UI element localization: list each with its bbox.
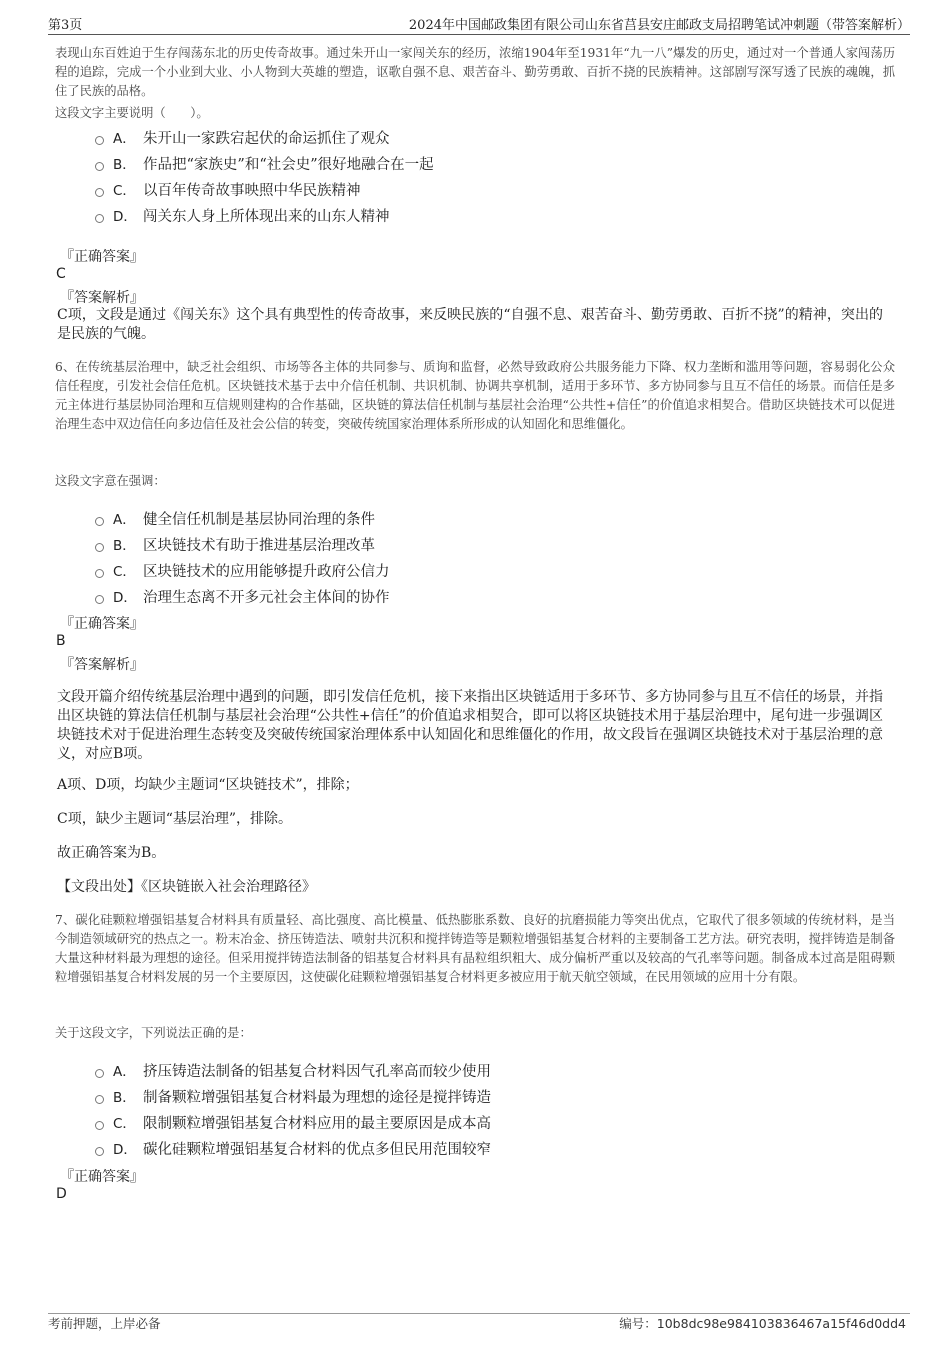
q6-stem: 这段文字意在强调： (55, 474, 166, 488)
q5-answer-label: 『正确答案』 (60, 249, 144, 265)
footer-id-label: 编号： (619, 1316, 657, 1331)
page-number: 第3页 (48, 18, 83, 33)
radio-icon[interactable] (95, 136, 104, 145)
radio-icon[interactable] (95, 1069, 104, 1078)
radio-icon[interactable] (95, 1147, 104, 1156)
radio-icon[interactable] (95, 188, 104, 197)
q7-answer-label: 『正确答案』 (60, 1169, 144, 1185)
q7-option-c[interactable]: C． 限制颗粒增强铝基复合材料应用的最主要原因是成本高 (95, 1109, 491, 1135)
footer-slogan: 考前押题，上岸必备 (48, 1316, 161, 1331)
q5-analysis: C项，文段是通过《闯关东》这个具有典型性的传奇故事，来反映民族的“自强不息、艰苦奋斗、勤劳勇敢、百折不挠”的精神，突出的是民族的气魄。 (57, 307, 883, 342)
q6-analysis-main: 文段开篇介绍传统基层治理中遇到的问题，即引发信任危机，接下来指出区块链适用于多环节、多方协同参与且互不信任的场景，并指出区块链的算法信任机制与基层社会治理“公共性+信任”的价值追求相契合，即可以将区块链技术用于基层治理中，尾句进一步强调区块链技术对于促进治理生态转变及突破传统国家治理体系中认知固化和思维僵化的作用，故文段旨在强调区块链技术对于基层治理的意义，对应B项。 (57, 689, 883, 762)
q7-option-b[interactable]: B． 制备颗粒增强铝基复合材料最为理想的途径是搅拌铸造 (95, 1083, 491, 1109)
q7-passage: 7、碳化硅颗粒增强铝基复合材料具有质量轻、高比强度、高比模量、低热膨胀系数、良好的抗磨损能力等突出优点，它取代了很多领域的传统材料，是当今制造领域研究的热点之一。粉末冶金、挤压铸造法、喷射共沉积和搅拌铸造等是颗粒增强铝基复合材料的主要制备工艺方法。研究表明，搅拌铸造是制备大量这种材料最为理想的途径。但采用搅拌铸造法制备的铝基复合材料具有晶粒组织粗大、成分偏析严重以及较高的气孔率等问题。制备成本过高是阻碍颗粒增强铝基复合材料发展的另一个主要原因，这使碳化硅颗粒增强铝基复合材料更多被应用于航天航空领域，在民用领域的应用十分有限。 (55, 913, 895, 984)
document-title: 2024年中国邮政集团有限公司山东省莒县安庄邮政支局招聘笔试冲刺题（带答案解析） (408, 18, 910, 33)
footer-id (619, 1314, 906, 1332)
radio-icon[interactable] (95, 517, 104, 526)
q6-answer: B (56, 633, 66, 649)
q5-option-d[interactable]: D． 闯关东人身上所体现出来的山东人精神 (95, 202, 434, 228)
q5-analysis-label: 『答案解析』 (60, 290, 144, 306)
q6-answer-label: 『正确答案』 (60, 616, 144, 632)
page-header (48, 14, 910, 35)
q5-option-b[interactable]: B． 作品把“家族史”和“社会史”很好地融合在一起 (95, 150, 434, 176)
q7-options (95, 1057, 491, 1161)
q5-stem: 这段文字主要说明（ ）。 (55, 106, 209, 120)
q5-answer: C (56, 266, 66, 282)
q6-option-d[interactable]: D． 治理生态离不开多元社会主体间的协作 (95, 583, 390, 609)
q6-option-a[interactable]: A． 健全信任机制是基层协同治理的条件 (95, 505, 390, 531)
q5-passage: 表现山东百姓迫于生存闯荡东北的历史传奇故事。通过朱开山一家闯关东的经历，浓缩1904年至1931年“九一八”爆发的历史，通过对一个普通人家闯荡历程的追踪，完成一个小业到大业、小人物到大英雄的塑造，讴歌自强不息、艰苦奋斗、勤劳勇敢、百折不挠的民族精神。这部剧写深写透了民族的魂魄，抓住了民族的品格。 (55, 46, 895, 98)
footer-id-code: 10b8dc98e984103836467a15f46d0dd4 (656, 1316, 906, 1331)
q7-option-d[interactable]: D． 碳化硅颗粒增强铝基复合材料的优点多但民用范围较窄 (95, 1135, 491, 1161)
q6-option-b[interactable]: B． 区块链技术有助于推进基层治理改革 (95, 531, 390, 557)
q5-option-c[interactable]: C． 以百年传奇故事映照中华民族精神 (95, 176, 434, 202)
radio-icon[interactable] (95, 1121, 104, 1130)
q6-analysis-label: 『答案解析』 (60, 657, 144, 673)
q6-options (95, 505, 390, 609)
q5-option-a[interactable]: A． 朱开山一家跌宕起伏的命运抓住了观众 (95, 124, 434, 150)
radio-icon[interactable] (95, 214, 104, 223)
q6-analysis-c: C项，缺少主题词“基层治理”，排除。 (57, 811, 293, 827)
radio-icon[interactable] (95, 162, 104, 171)
q6-conclusion: 故正确答案为B。 (57, 845, 166, 861)
q6-option-c[interactable]: C． 区块链技术的应用能够提升政府公信力 (95, 557, 390, 583)
q7-option-a[interactable]: A． 挤压铸造法制备的铝基复合材料因气孔率高而较少使用 (95, 1057, 491, 1083)
radio-icon[interactable] (95, 569, 104, 578)
q5-options (95, 124, 434, 228)
q6-analysis-ad: A项、D项，均缺少主题词“区块链技术”，排除； (57, 777, 359, 793)
radio-icon[interactable] (95, 1095, 104, 1104)
q6-source: 【文段出处】《区块链嵌入社会治理路径》 (57, 879, 316, 895)
radio-icon[interactable] (95, 543, 104, 552)
q7-stem: 关于这段文字，下列说法正确的是： (55, 1026, 252, 1040)
q7-answer: D (56, 1186, 67, 1202)
radio-icon[interactable] (95, 595, 104, 604)
q6-passage: 6、在传统基层治理中，缺乏社会组织、市场等各主体的共同参与、质询和监督，必然导致政府公共服务能力下降、权力垄断和滥用等问题，容易弱化公众信任程度，引发社会信任危机。区块链技术基于去中介信任机制、共识机制、协调共享机制，适用于多环节、多方协同参与且互不信任的场景。而信任是多元主体进行基层协同治理和互信规则建构的合作基础，区块链的算法信任机制与基层社会治理“公共性+信任”的价值追求相契合。借助区块链技术可以促进治理生态中双边信任向多边信任及社会公信的转变，突破传统国家治理体系所形成的认知固化和思维僵化。 (55, 360, 895, 431)
